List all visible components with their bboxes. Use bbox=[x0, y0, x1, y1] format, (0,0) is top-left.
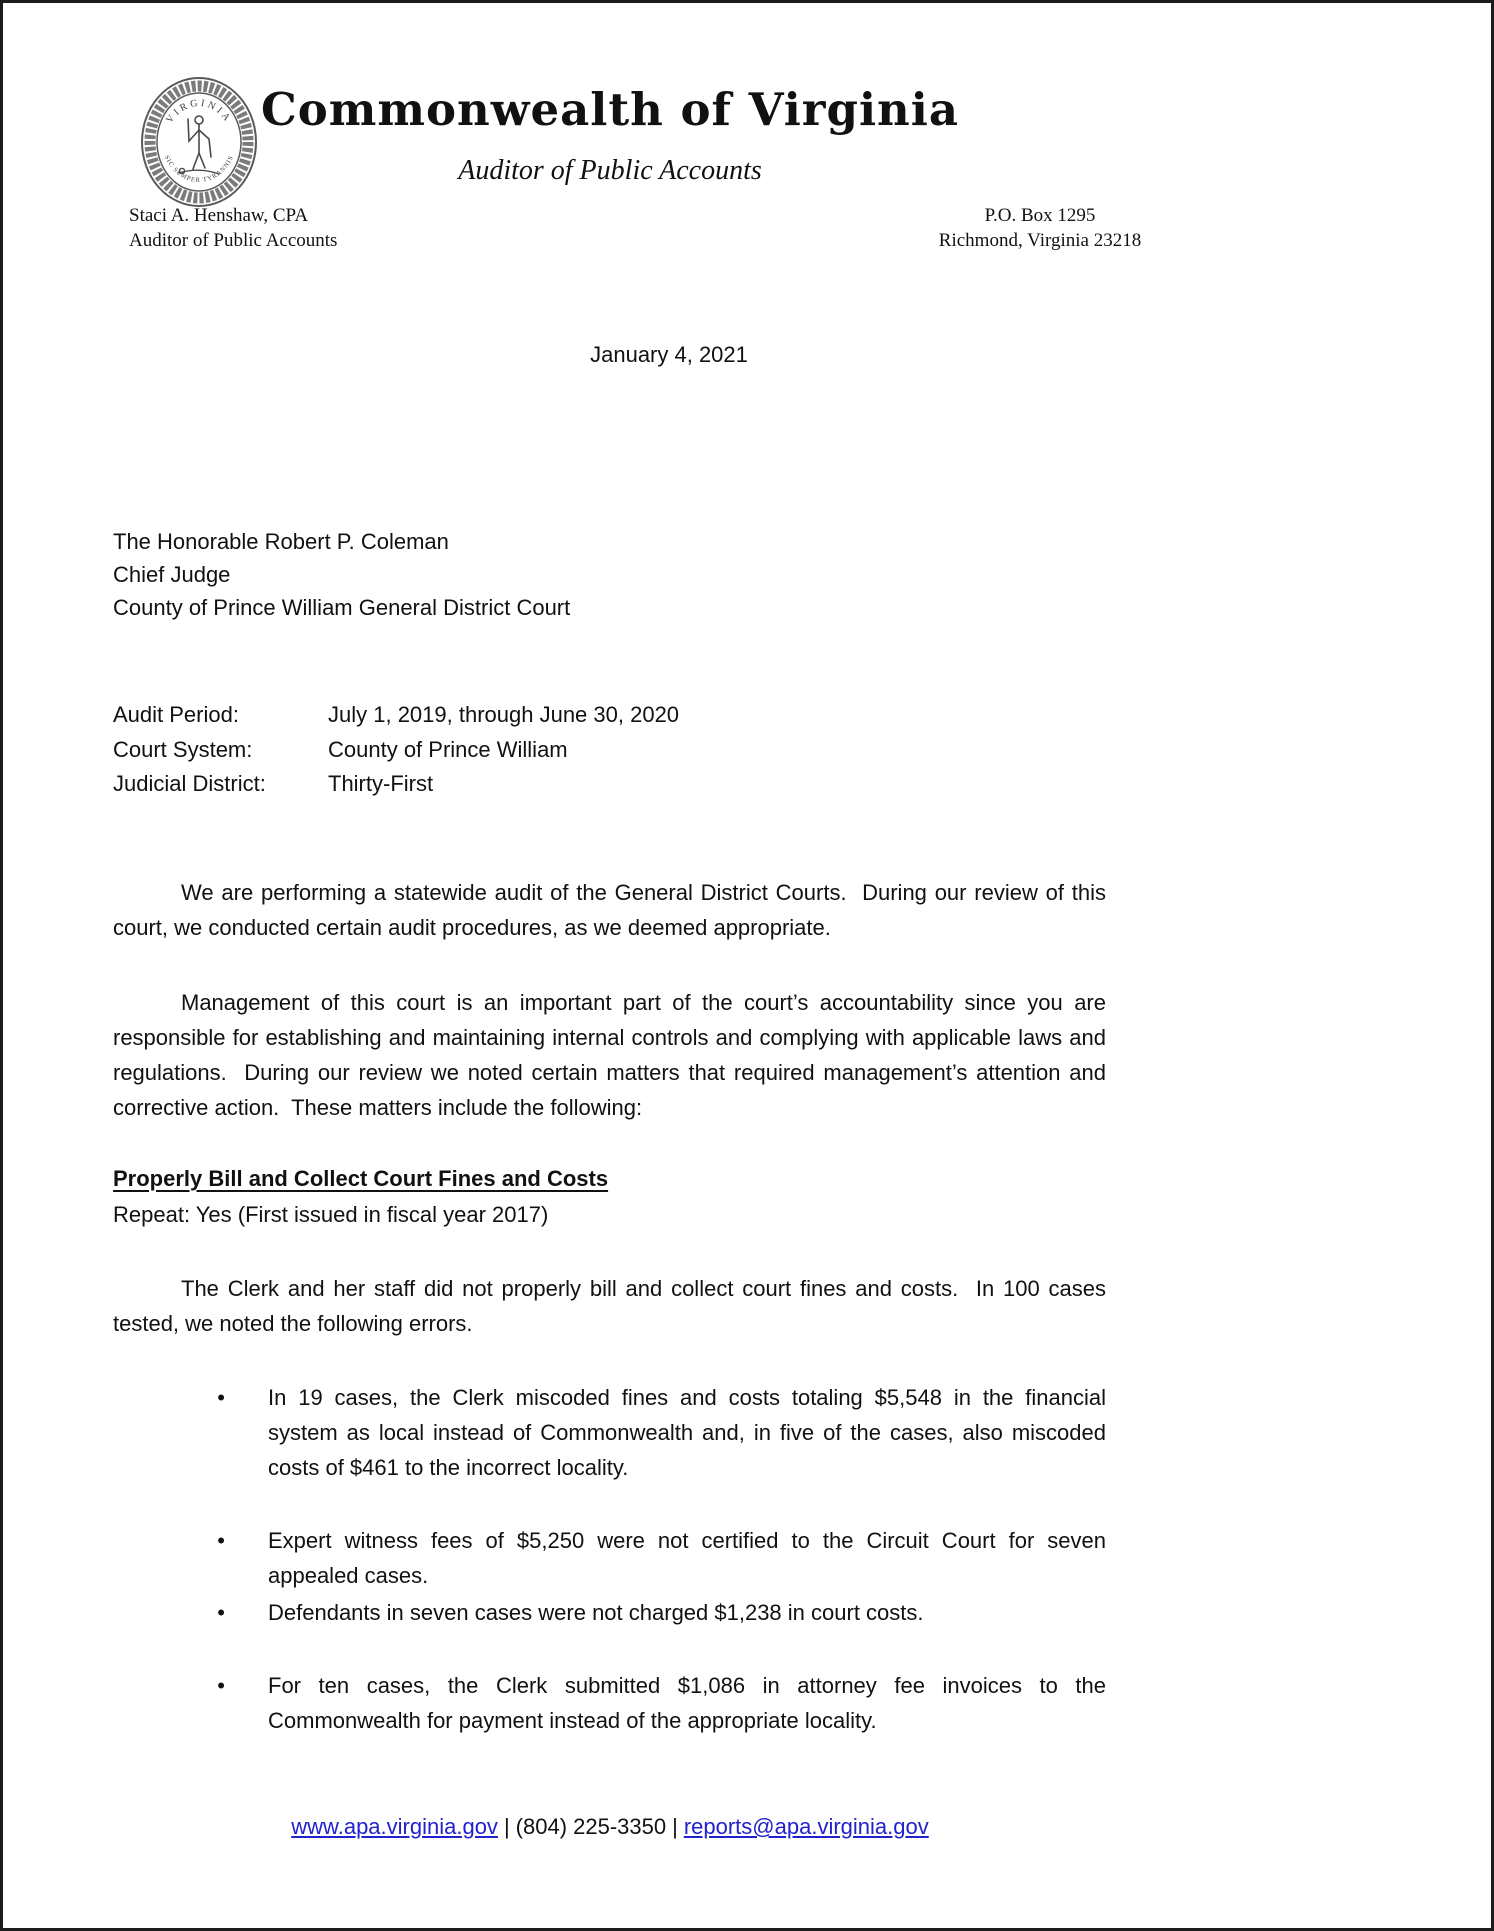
bullet-text: For ten cases, the Clerk submitted $1,086 in attorney fee invoices to the Commonwealth for payment instead of the appropriate locality. bbox=[268, 1673, 1106, 1733]
bullet-gap bbox=[225, 1380, 268, 1485]
office-address-block bbox=[890, 203, 1190, 253]
bullet-text: Expert witness fees of $5,250 were not certified to the Circuit Court for seven appealed cases. bbox=[268, 1528, 1106, 1588]
bullet-text: Defendants in seven cases were not charged $1,238 in court costs. bbox=[268, 1600, 924, 1625]
recipient-name: The Honorable Robert P. Coleman bbox=[113, 529, 449, 554]
finding-bullet-4 bbox=[113, 1668, 1106, 1738]
footer-separator: | bbox=[672, 1814, 678, 1839]
judicial-district-value: Thirty-First bbox=[328, 771, 434, 796]
finding-repeat-line: Repeat: Yes (First issued in fiscal year 2017) bbox=[113, 1202, 549, 1227]
auditor-title: Auditor of Public Accounts bbox=[129, 230, 338, 251]
bullet-marker: • bbox=[217, 1528, 225, 1553]
paragraph-management: Management of this court is an important part of the court’s accountability since you are responsible for establishing and maintaining internal controls and complying with applicable laws and regulations. During our review we noted certain matters that required management’s attention and corrective action. These matters include the following: bbox=[113, 990, 1106, 1120]
footer-separator: | bbox=[503, 1814, 510, 1839]
audit-info-row bbox=[113, 767, 1107, 802]
city-state-zip: Richmond, Virginia 23218 bbox=[938, 230, 1142, 251]
footer-contact-line bbox=[113, 1809, 1107, 1844]
finding-intro: The Clerk and her staff did not properly bill and collect court fines and costs. In 100 cases tested, we noted the following errors. bbox=[113, 1276, 1106, 1336]
auditor-name-block bbox=[129, 203, 337, 253]
paragraph-intro: We are performing a statewide audit of the General District Courts. During our review of this court, we conducted certain audit procedures, as we deemed appropriate. bbox=[113, 880, 1106, 940]
seal-bottom-text: SIC SEMPER TYRANNIS bbox=[162, 154, 236, 185]
website-link[interactable]: www.apa.virginia.gov bbox=[291, 1814, 498, 1839]
recipient-court: County of Prince William General District Court bbox=[113, 595, 571, 620]
auditor-name: Staci A. Henshaw, CPA bbox=[129, 205, 309, 226]
bullet-gap bbox=[225, 1668, 268, 1738]
finding-bullet-1 bbox=[113, 1380, 1106, 1485]
recipient-block bbox=[113, 525, 1107, 624]
letterhead-title: Commonwealth of Virginia bbox=[260, 83, 960, 136]
audit-info-row bbox=[113, 733, 1107, 768]
recipient-title: Chief Judge bbox=[113, 562, 231, 587]
email-link[interactable]: reports@apa.virginia.gov bbox=[683, 1814, 929, 1839]
court-system-value: County of Prince William bbox=[328, 736, 568, 762]
finding-bullet-3 bbox=[113, 1595, 1106, 1630]
letter-date: January 4, 2021 bbox=[590, 342, 748, 367]
bullet-marker: • bbox=[217, 1673, 225, 1698]
audit-info-row bbox=[113, 698, 1107, 733]
audit-period-label: Audit Period: bbox=[113, 702, 239, 727]
bullet-marker: • bbox=[217, 1385, 225, 1410]
po-box: P.O. Box 1295 bbox=[984, 205, 1096, 226]
audit-info-block bbox=[113, 698, 1107, 802]
bullet-gap bbox=[225, 1523, 268, 1593]
finding-heading: Properly Bill and Collect Court Fines and Costs bbox=[113, 1166, 609, 1191]
bullet-marker: • bbox=[217, 1600, 225, 1625]
bullet-text: In 19 cases, the Clerk miscoded fines and costs totaling $5,548 in the financial system as local instead of Commonwealth and, in five of the cases, also miscoded costs of $461 to the incorrect locality. bbox=[268, 1385, 1106, 1480]
letterhead-subtitle: Auditor of Public Accounts bbox=[458, 155, 762, 186]
audit-period-value: July 1, 2019, through June 30, 2020 bbox=[328, 702, 680, 727]
phone-number: (804) 225-3350 bbox=[515, 1814, 667, 1839]
finding-bullet-2 bbox=[113, 1523, 1106, 1593]
seal-top-text: VIRGINIA bbox=[164, 97, 234, 126]
bullet-gap bbox=[225, 1595, 268, 1630]
court-system-label: Court System: bbox=[113, 736, 253, 762]
judicial-district-label: Judicial District: bbox=[113, 771, 266, 796]
